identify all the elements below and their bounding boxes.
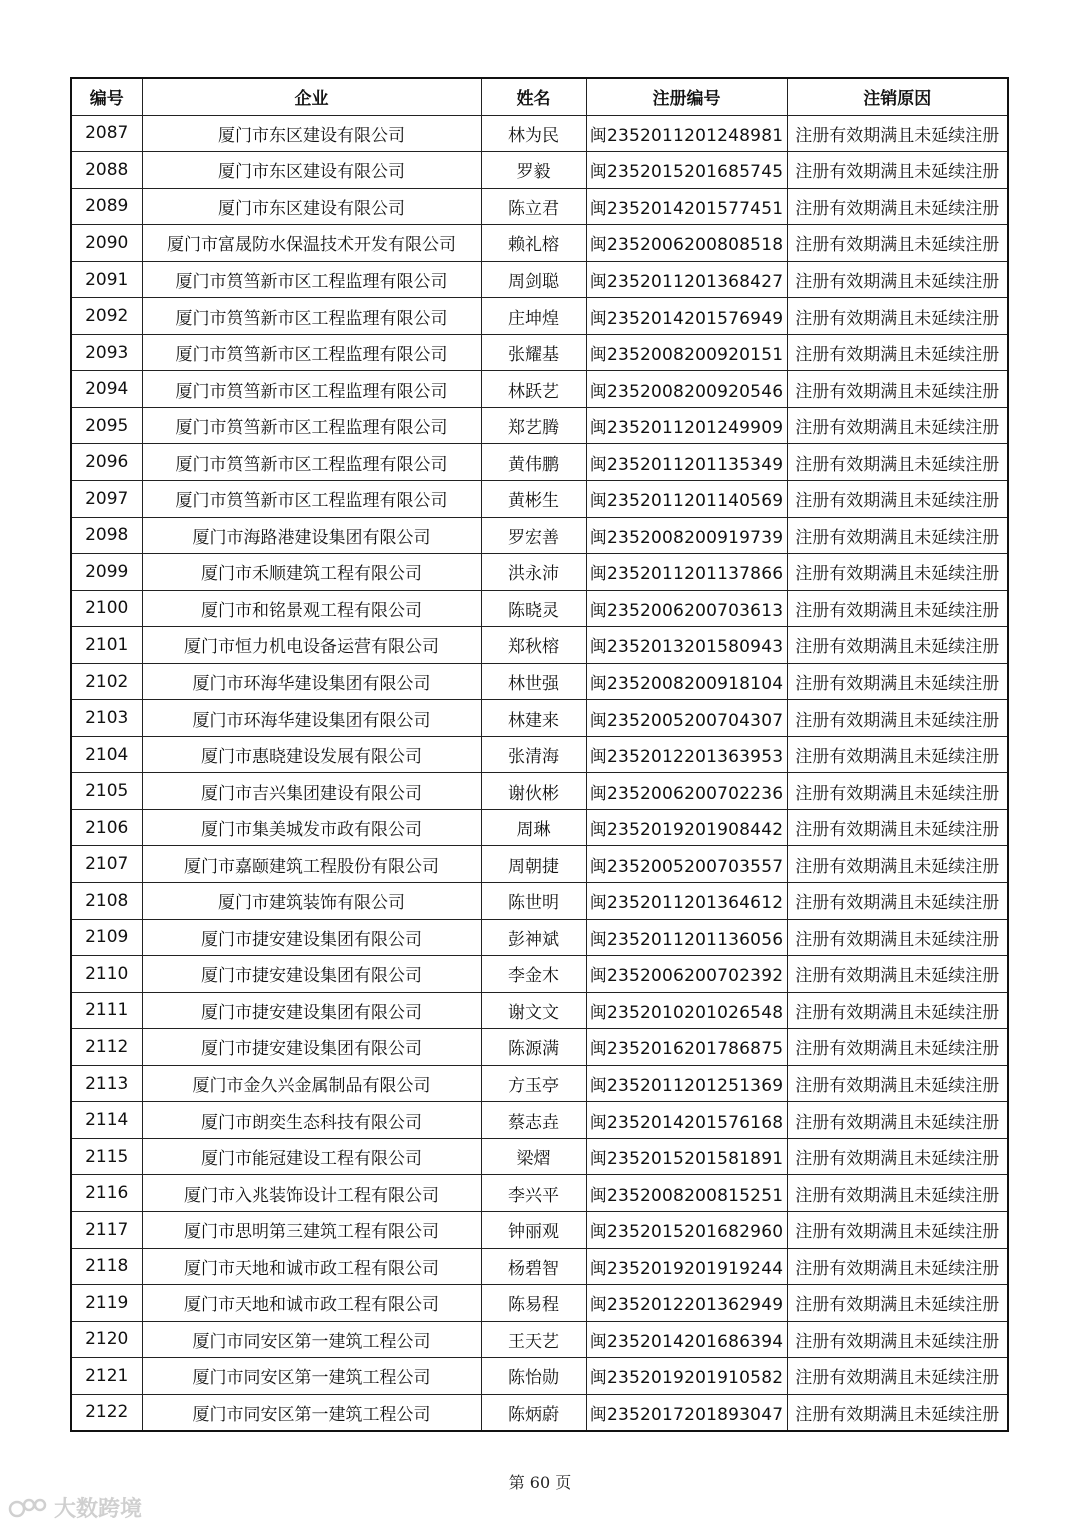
cell-registration-id: 闽2352015201581891: [586, 1138, 787, 1175]
header-cancel-reason: 注销原因: [787, 78, 1008, 115]
cell-cancel-reason: 注册有效期满且未延续注册: [787, 773, 1008, 810]
table-row: [71, 919, 1008, 956]
cell-company: 厦门市集美城发市政有限公司: [142, 809, 481, 846]
cell-number: 2089: [71, 188, 142, 225]
table-row: [71, 1029, 1008, 1066]
cell-name: 黄彬生: [481, 481, 586, 518]
cell-number: 2093: [71, 334, 142, 371]
cell-company: 厦门市富晟防水保温技术开发有限公司: [142, 225, 481, 262]
cell-company: 厦门市同安区第一建筑工程公司: [142, 1321, 481, 1358]
table-row: [71, 225, 1008, 262]
cell-registration-id: 闽2352005200703557: [586, 846, 787, 883]
cell-company: 厦门市恒力机电设备运营有限公司: [142, 627, 481, 664]
cell-company: 厦门市同安区第一建筑工程公司: [142, 1394, 481, 1431]
cell-registration-id: 闽2352008200919739: [586, 517, 787, 554]
cell-cancel-reason: 注册有效期满且未延续注册: [787, 298, 1008, 335]
cell-name: 周剑聪: [481, 261, 586, 298]
table-row: [71, 590, 1008, 627]
cell-name: 钟丽观: [481, 1211, 586, 1248]
cell-name: 罗毅: [481, 152, 586, 189]
cell-number: 2097: [71, 481, 142, 518]
cell-cancel-reason: 注册有效期满且未延续注册: [787, 371, 1008, 408]
cell-company: 厦门市能冠建设工程有限公司: [142, 1138, 481, 1175]
table-row: [71, 1211, 1008, 1248]
cell-registration-id: 闽2352017201893047: [586, 1394, 787, 1431]
cell-company: 厦门市筼筜新市区工程监理有限公司: [142, 481, 481, 518]
table-row: [71, 298, 1008, 335]
cell-cancel-reason: 注册有效期满且未延续注册: [787, 1138, 1008, 1175]
cell-number: 2114: [71, 1102, 142, 1139]
cell-name: 陈立君: [481, 188, 586, 225]
table-row: [71, 371, 1008, 408]
cell-number: 2115: [71, 1138, 142, 1175]
cell-cancel-reason: 注册有效期满且未延续注册: [787, 334, 1008, 371]
watermark-text: 大数跨境: [54, 1497, 143, 1522]
cell-name: 林建来: [481, 700, 586, 737]
cell-name: 李金木: [481, 956, 586, 993]
table-row: [71, 261, 1008, 298]
cell-registration-id: 闽2352008200920546: [586, 371, 787, 408]
table-row: [71, 1102, 1008, 1139]
cell-cancel-reason: 注册有效期满且未延续注册: [787, 1175, 1008, 1212]
table-row: [71, 481, 1008, 518]
cell-cancel-reason: 注册有效期满且未延续注册: [787, 188, 1008, 225]
cell-number: 2104: [71, 736, 142, 773]
cell-number: 2105: [71, 773, 142, 810]
cell-registration-id: 闽2352011201248981: [586, 115, 787, 152]
cell-cancel-reason: 注册有效期满且未延续注册: [787, 1211, 1008, 1248]
table-row: [71, 407, 1008, 444]
cell-registration-id: 闽2352011201136056: [586, 919, 787, 956]
cell-registration-id: 闽2352006200702236: [586, 773, 787, 810]
cell-number: 2091: [71, 261, 142, 298]
cell-company: 厦门市东区建设有限公司: [142, 188, 481, 225]
cell-cancel-reason: 注册有效期满且未延续注册: [787, 1065, 1008, 1102]
cancellation-table-container: [70, 77, 1009, 1432]
cell-number: 2101: [71, 627, 142, 664]
cell-company: 厦门市捷安建设集团有限公司: [142, 956, 481, 993]
cell-registration-id: 闽2352008200920151: [586, 334, 787, 371]
cell-company: 厦门市环海华建设集团有限公司: [142, 700, 481, 737]
cell-number: 2092: [71, 298, 142, 335]
cell-registration-id: 闽2352015201685745: [586, 152, 787, 189]
table-row: [71, 1175, 1008, 1212]
cell-cancel-reason: 注册有效期满且未延续注册: [787, 1102, 1008, 1139]
cell-company: 厦门市入兆装饰设计工程有限公司: [142, 1175, 481, 1212]
cell-company: 厦门市金久兴金属制品有限公司: [142, 1065, 481, 1102]
cell-number: 2116: [71, 1175, 142, 1212]
table-row: [71, 1285, 1008, 1322]
cell-company: 厦门市捷安建设集团有限公司: [142, 919, 481, 956]
cell-cancel-reason: 注册有效期满且未延续注册: [787, 700, 1008, 737]
cell-company: 厦门市筼筜新市区工程监理有限公司: [142, 261, 481, 298]
table-row: [71, 992, 1008, 1029]
cell-number: 2106: [71, 809, 142, 846]
cell-cancel-reason: 注册有效期满且未延续注册: [787, 919, 1008, 956]
cell-number: 2122: [71, 1394, 142, 1431]
table-row: [71, 627, 1008, 664]
cell-registration-id: 闽2352008200918104: [586, 663, 787, 700]
cell-name: 罗宏善: [481, 517, 586, 554]
cell-name: 郑艺腾: [481, 407, 586, 444]
cell-registration-id: 闽2352014201686394: [586, 1321, 787, 1358]
cell-company: 厦门市东区建设有限公司: [142, 152, 481, 189]
page-number: 第 60 页: [508, 1473, 572, 1492]
cell-cancel-reason: 注册有效期满且未延续注册: [787, 517, 1008, 554]
cell-company: 厦门市天地和诚市政工程有限公司: [142, 1285, 481, 1322]
cell-name: 林跃艺: [481, 371, 586, 408]
cell-name: 方玉亭: [481, 1065, 586, 1102]
table-row: [71, 517, 1008, 554]
cell-cancel-reason: 注册有效期满且未延续注册: [787, 809, 1008, 846]
cell-cancel-reason: 注册有效期满且未延续注册: [787, 590, 1008, 627]
cell-number: 2113: [71, 1065, 142, 1102]
cell-name: 周琳: [481, 809, 586, 846]
cell-registration-id: 闽2352010201026548: [586, 992, 787, 1029]
table-row: [71, 188, 1008, 225]
cell-company: 厦门市和铭景观工程有限公司: [142, 590, 481, 627]
header-number: 编号: [71, 78, 142, 115]
cell-registration-id: 闽2352006200702392: [586, 956, 787, 993]
cell-registration-id: 闽2352019201908442: [586, 809, 787, 846]
table-row: [71, 1394, 1008, 1431]
cell-number: 2087: [71, 115, 142, 152]
cell-company: 厦门市禾顺建筑工程有限公司: [142, 554, 481, 591]
cell-name: 蔡志垚: [481, 1102, 586, 1139]
table-row: [71, 956, 1008, 993]
cell-number: 2103: [71, 700, 142, 737]
cell-number: 2099: [71, 554, 142, 591]
table-row: [71, 1321, 1008, 1358]
header-registration-id: 注册编号: [586, 78, 787, 115]
cell-cancel-reason: 注册有效期满且未延续注册: [787, 1358, 1008, 1395]
cell-registration-id: 闽2352019201910582: [586, 1358, 787, 1395]
cell-number: 2102: [71, 663, 142, 700]
cell-name: 梁熠: [481, 1138, 586, 1175]
cell-company: 厦门市筼筜新市区工程监理有限公司: [142, 334, 481, 371]
cell-number: 2112: [71, 1029, 142, 1066]
cell-name: 陈晓灵: [481, 590, 586, 627]
table-row: [71, 663, 1008, 700]
cell-company: 厦门市同安区第一建筑工程公司: [142, 1358, 481, 1395]
cell-registration-id: 闽2352008200815251: [586, 1175, 787, 1212]
cell-name: 林世强: [481, 663, 586, 700]
cell-name: 张清海: [481, 736, 586, 773]
cell-registration-id: 闽2352016201786875: [586, 1029, 787, 1066]
cell-cancel-reason: 注册有效期满且未延续注册: [787, 152, 1008, 189]
cell-name: 周朝捷: [481, 846, 586, 883]
cell-number: 2100: [71, 590, 142, 627]
cancellation-table: [70, 77, 1009, 1432]
cell-cancel-reason: 注册有效期满且未延续注册: [787, 407, 1008, 444]
header-company: 企业: [142, 78, 481, 115]
table-row: [71, 152, 1008, 189]
cell-company: 厦门市天地和诚市政工程有限公司: [142, 1248, 481, 1285]
cell-registration-id: 闽2352014201576168: [586, 1102, 787, 1139]
cell-registration-id: 闽2352015201682960: [586, 1211, 787, 1248]
cell-cancel-reason: 注册有效期满且未延续注册: [787, 883, 1008, 920]
cell-company: 厦门市捷安建设集团有限公司: [142, 1029, 481, 1066]
cell-cancel-reason: 注册有效期满且未延续注册: [787, 1285, 1008, 1322]
cell-company: 厦门市筼筜新市区工程监理有限公司: [142, 298, 481, 335]
cell-number: 2120: [71, 1321, 142, 1358]
cell-company: 厦门市东区建设有限公司: [142, 115, 481, 152]
cell-name: 陈怡勋: [481, 1358, 586, 1395]
cell-company: 厦门市海路港建设集团有限公司: [142, 517, 481, 554]
cell-cancel-reason: 注册有效期满且未延续注册: [787, 115, 1008, 152]
cell-cancel-reason: 注册有效期满且未延续注册: [787, 261, 1008, 298]
table-body: [71, 115, 1008, 1431]
cell-number: 2117: [71, 1211, 142, 1248]
header-name: 姓名: [481, 78, 586, 115]
cell-company: 厦门市捷安建设集团有限公司: [142, 992, 481, 1029]
cell-name: 陈易程: [481, 1285, 586, 1322]
cell-cancel-reason: 注册有效期满且未延续注册: [787, 444, 1008, 481]
table-row: [71, 809, 1008, 846]
cell-registration-id: 闽2352011201135349: [586, 444, 787, 481]
cell-cancel-reason: 注册有效期满且未延续注册: [787, 481, 1008, 518]
table-row: [71, 1248, 1008, 1285]
cell-company: 厦门市吉兴集团建设有限公司: [142, 773, 481, 810]
cell-registration-id: 闽2352012201363953: [586, 736, 787, 773]
cell-number: 2121: [71, 1358, 142, 1395]
cell-name: 赖礼榕: [481, 225, 586, 262]
cell-name: 郑秋榕: [481, 627, 586, 664]
cell-company: 厦门市环海华建设集团有限公司: [142, 663, 481, 700]
cell-cancel-reason: 注册有效期满且未延续注册: [787, 956, 1008, 993]
cell-number: 2094: [71, 371, 142, 408]
cell-number: 2107: [71, 846, 142, 883]
table-row: [71, 1065, 1008, 1102]
cell-company: 厦门市建筑装饰有限公司: [142, 883, 481, 920]
cell-number: 2118: [71, 1248, 142, 1285]
cell-name: 陈世明: [481, 883, 586, 920]
cell-cancel-reason: 注册有效期满且未延续注册: [787, 663, 1008, 700]
cell-registration-id: 闽2352006200808518: [586, 225, 787, 262]
table-header-row: [71, 78, 1008, 115]
watermark-logo-icon: [8, 1495, 48, 1521]
cell-number: 2098: [71, 517, 142, 554]
table-row: [71, 883, 1008, 920]
cell-registration-id: 闽2352012201362949: [586, 1285, 787, 1322]
cell-cancel-reason: 注册有效期满且未延续注册: [787, 846, 1008, 883]
cell-company: 厦门市筼筜新市区工程监理有限公司: [142, 407, 481, 444]
cell-registration-id: 闽2352005200704307: [586, 700, 787, 737]
cell-cancel-reason: 注册有效期满且未延续注册: [787, 992, 1008, 1029]
table-row: [71, 1358, 1008, 1395]
cell-registration-id: 闽2352011201364612: [586, 883, 787, 920]
cell-cancel-reason: 注册有效期满且未延续注册: [787, 1248, 1008, 1285]
cell-registration-id: 闽2352014201577451: [586, 188, 787, 225]
cell-number: 2108: [71, 883, 142, 920]
cell-name: 庄坤煌: [481, 298, 586, 335]
cell-name: 谢文文: [481, 992, 586, 1029]
cell-name: 彭神斌: [481, 919, 586, 956]
cell-number: 2090: [71, 225, 142, 262]
cell-registration-id: 闽2352011201137866: [586, 554, 787, 591]
cell-name: 林为民: [481, 115, 586, 152]
cell-registration-id: 闽2352006200703613: [586, 590, 787, 627]
cell-number: 2110: [71, 956, 142, 993]
cell-registration-id: 闽2352011201249909: [586, 407, 787, 444]
cell-cancel-reason: 注册有效期满且未延续注册: [787, 627, 1008, 664]
cell-registration-id: 闽2352013201580943: [586, 627, 787, 664]
table-row: [71, 554, 1008, 591]
cell-registration-id: 闽2352019201919244: [586, 1248, 787, 1285]
cell-name: 陈源满: [481, 1029, 586, 1066]
cell-name: 黄伟鹏: [481, 444, 586, 481]
cell-cancel-reason: 注册有效期满且未延续注册: [787, 1321, 1008, 1358]
table-row: [71, 773, 1008, 810]
cell-registration-id: 闽2352011201368427: [586, 261, 787, 298]
cell-cancel-reason: 注册有效期满且未延续注册: [787, 225, 1008, 262]
table-row: [71, 846, 1008, 883]
cell-number: 2088: [71, 152, 142, 189]
cell-company: 厦门市思明第三建筑工程有限公司: [142, 1211, 481, 1248]
cell-number: 2111: [71, 992, 142, 1029]
table-row: [71, 334, 1008, 371]
table-row: [71, 444, 1008, 481]
cell-company: 厦门市嘉颐建筑工程股份有限公司: [142, 846, 481, 883]
cell-name: 杨碧智: [481, 1248, 586, 1285]
table-row: [71, 115, 1008, 152]
cell-company: 厦门市朗奕生态科技有限公司: [142, 1102, 481, 1139]
cell-cancel-reason: 注册有效期满且未延续注册: [787, 736, 1008, 773]
table-row: [71, 736, 1008, 773]
cell-cancel-reason: 注册有效期满且未延续注册: [787, 554, 1008, 591]
cell-name: 张耀基: [481, 334, 586, 371]
cell-name: 王天艺: [481, 1321, 586, 1358]
cell-company: 厦门市惠晓建设发展有限公司: [142, 736, 481, 773]
cell-registration-id: 闽2352014201576949: [586, 298, 787, 335]
cell-company: 厦门市筼筜新市区工程监理有限公司: [142, 371, 481, 408]
cell-cancel-reason: 注册有效期满且未延续注册: [787, 1394, 1008, 1431]
cell-registration-id: 闽2352011201140569: [586, 481, 787, 518]
cell-name: 谢伙彬: [481, 773, 586, 810]
cell-number: 2109: [71, 919, 142, 956]
cell-registration-id: 闽2352011201251369: [586, 1065, 787, 1102]
cell-company: 厦门市筼筜新市区工程监理有限公司: [142, 444, 481, 481]
cell-name: 陈炳蔚: [481, 1394, 586, 1431]
cell-cancel-reason: 注册有效期满且未延续注册: [787, 1029, 1008, 1066]
cell-name: 洪永沛: [481, 554, 586, 591]
table-row: [71, 700, 1008, 737]
cell-name: 李兴平: [481, 1175, 586, 1212]
cell-number: 2095: [71, 407, 142, 444]
cell-number: 2096: [71, 444, 142, 481]
cell-number: 2119: [71, 1285, 142, 1322]
table-row: [71, 1138, 1008, 1175]
watermark: [8, 1492, 142, 1523]
